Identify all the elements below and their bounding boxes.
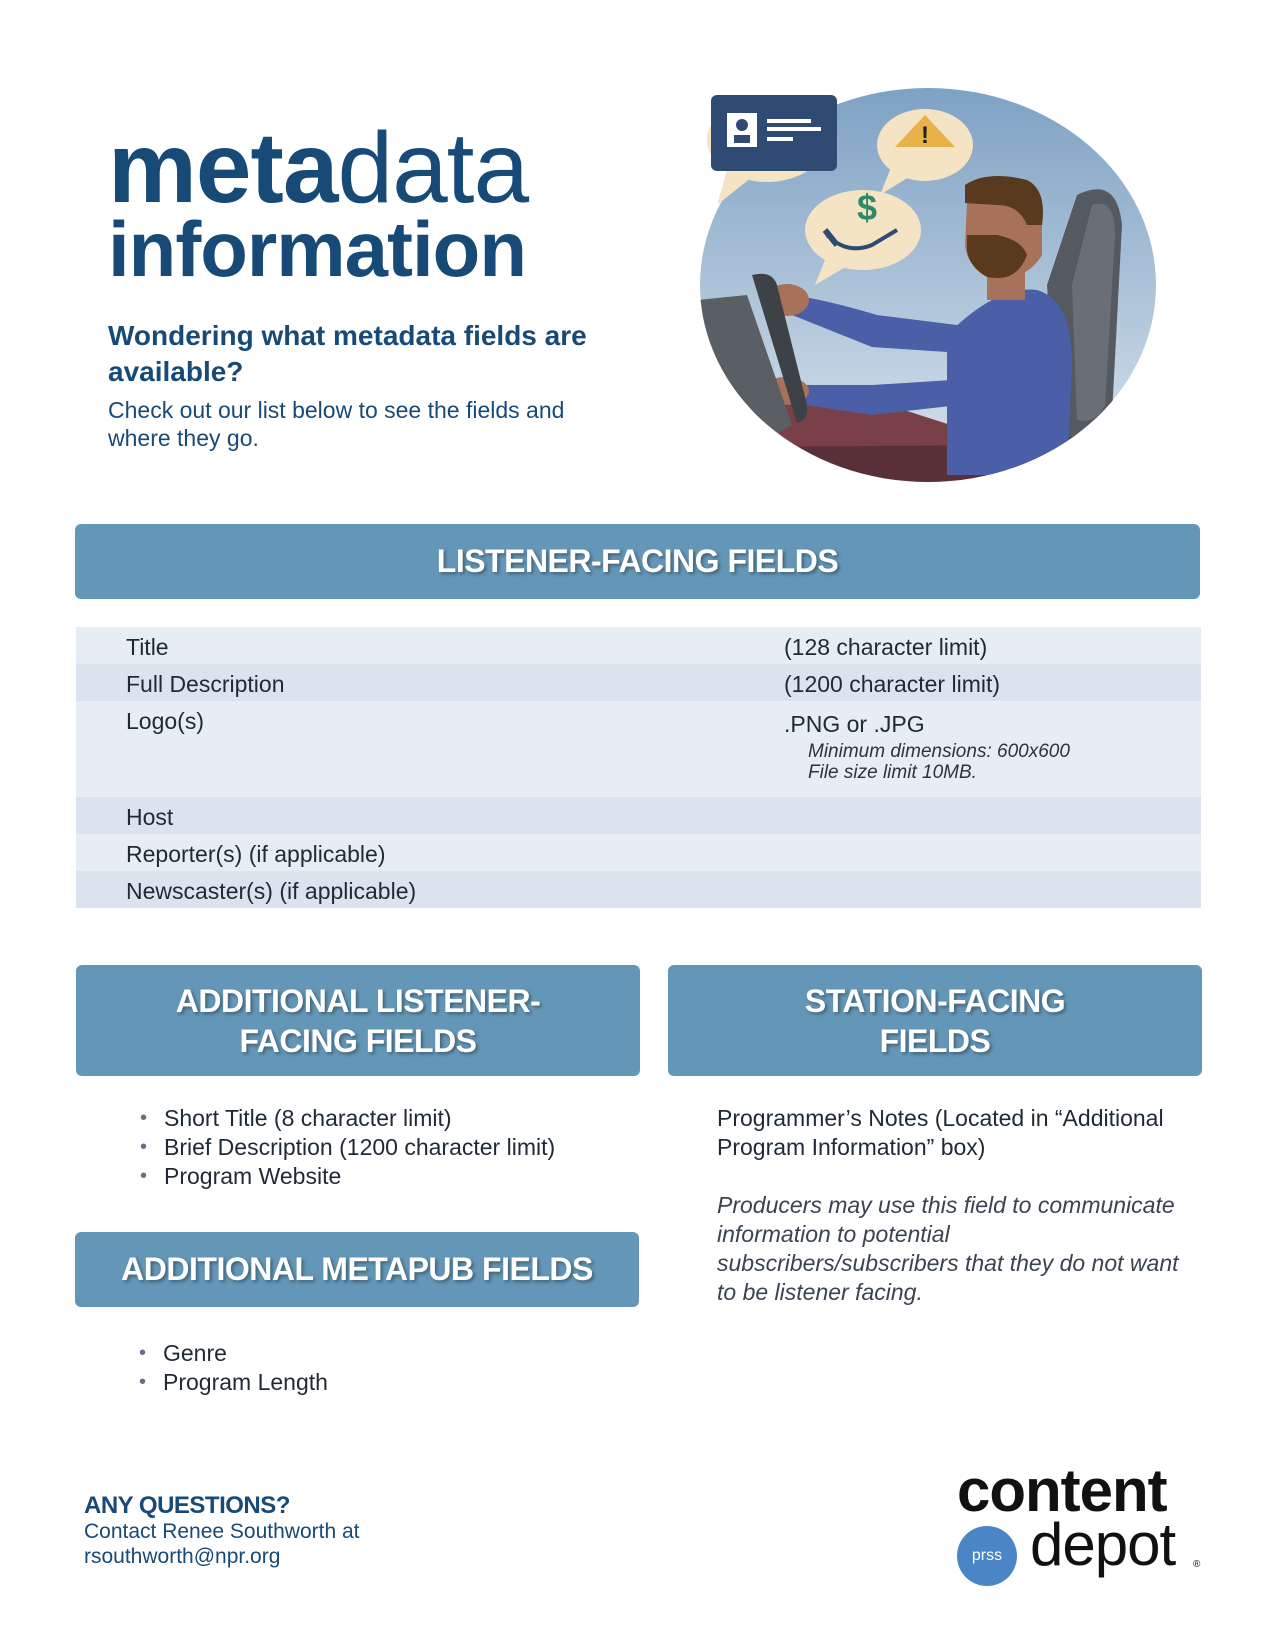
table-row: [76, 871, 1201, 908]
list-item: • Genre: [139, 1339, 328, 1368]
additional-header-line1: ADDITIONAL LISTENER-: [175, 982, 541, 1019]
table-row: [76, 627, 1201, 664]
table-row: [76, 664, 1201, 701]
field-name: Newscaster(s) (if applicable): [126, 878, 417, 904]
field-name: Logo(s): [126, 708, 204, 734]
field-limit: (128 character limit): [784, 634, 988, 660]
field-limit: .PNG or .JPG: [784, 711, 925, 737]
warning-symbol: !: [921, 122, 929, 149]
table-row: [76, 701, 1201, 797]
station-header-line2: FIELDS: [879, 1022, 991, 1059]
additional-header-line2: FACING FIELDS: [239, 1022, 477, 1059]
additional-listener-list: [140, 1104, 555, 1191]
station-header-line1: STATION-FACING: [804, 982, 1066, 1019]
contact-email[interactable]: rsouthworth@npr.org: [84, 1545, 281, 1568]
list-item: • Program Website: [140, 1162, 555, 1191]
field-note: Minimum dimensions: 600x600: [808, 741, 1070, 762]
list-item: • Short Title (8 character limit): [140, 1104, 555, 1133]
driver-illustration: [697, 85, 1159, 485]
intro-question: Wondering what metadata fields are available?: [108, 320, 587, 387]
listener-fields-table: [76, 627, 1201, 908]
intro-subtitle: Check out our list below to see the fields and where they go.: [108, 397, 565, 451]
registered-mark: ®: [1193, 1559, 1201, 1570]
table-row: [76, 797, 1201, 834]
list-item: • Program Length: [139, 1368, 328, 1397]
field-name: Title: [126, 634, 169, 660]
title-light-part: data: [337, 112, 529, 224]
station-field-note: Producers may use this field to communicate information to potential subscribers/subscribers that they do not want to be listener facing.: [717, 1192, 1179, 1305]
listener-section-header: LISTENER-FACING FIELDS: [75, 524, 1200, 599]
page-title-line2: information: [108, 205, 526, 293]
additional-listener-section-header: [76, 965, 640, 1076]
table-row: [76, 834, 1201, 871]
field-name: Host: [126, 804, 174, 830]
station-field-text: Programmer’s Notes (Located in “Additional Program Information” box): [717, 1105, 1164, 1160]
station-section-header: [668, 965, 1202, 1076]
questions-heading: ANY QUESTIONS?: [84, 1492, 290, 1519]
contact-line: Contact Renee Southworth at: [84, 1520, 360, 1543]
title-bold-part: meta: [108, 112, 338, 224]
list-item: • Brief Description (1200 character limit): [140, 1133, 555, 1162]
field-name: Reporter(s) (if applicable): [126, 841, 386, 867]
logo-word-depot: depot: [1030, 1511, 1176, 1578]
field-name: Full Description: [126, 671, 285, 697]
dollar-hand-icon: $: [856, 187, 878, 228]
prss-badge: prss: [957, 1526, 1017, 1586]
metapub-list: [139, 1339, 328, 1397]
page-title: [108, 112, 529, 224]
field-limit: (1200 character limit): [784, 671, 1001, 697]
metapub-section-header: ADDITIONAL METAPUB FIELDS: [75, 1232, 639, 1307]
field-note: File size limit 10MB.: [808, 762, 977, 783]
logo-word-content: content: [957, 1457, 1167, 1524]
